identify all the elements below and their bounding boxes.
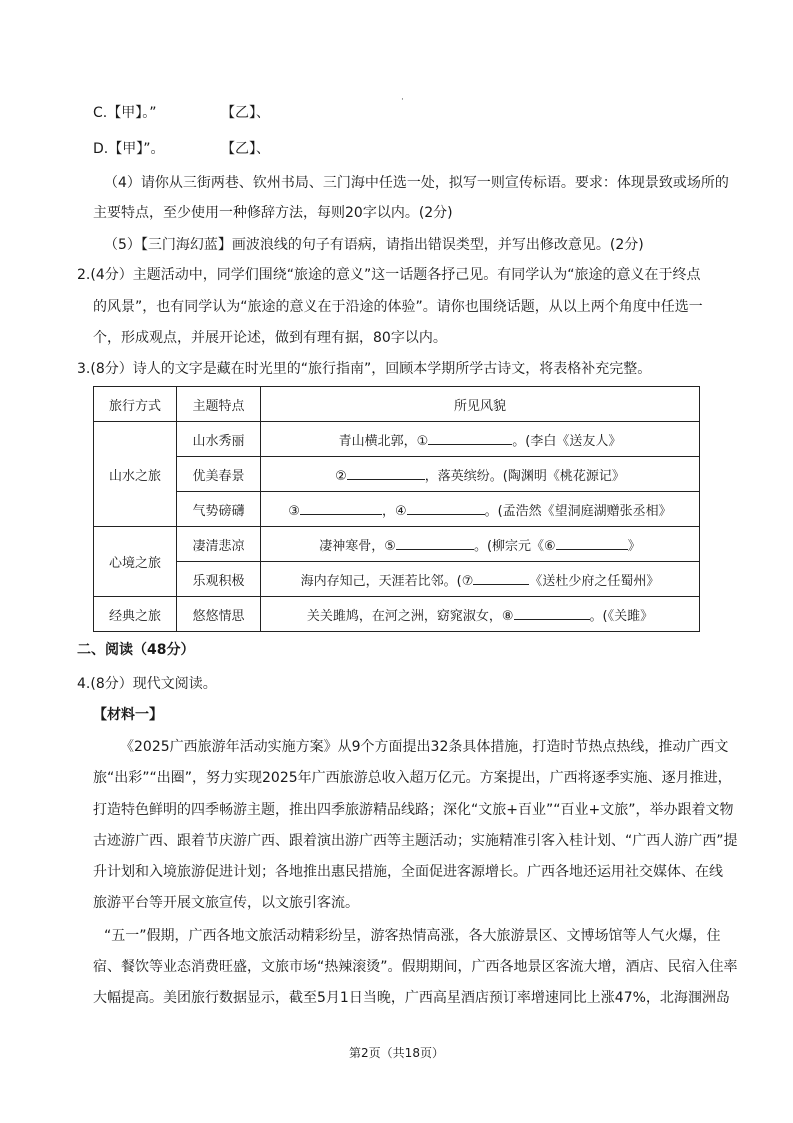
poetry-table xyxy=(93,386,700,632)
travel-type-cell: 经典之旅 xyxy=(94,597,177,632)
verse-text: 》 xyxy=(627,538,641,554)
table-row xyxy=(94,597,700,632)
verse-text: 凄神寒骨，⑤ xyxy=(319,538,396,554)
header-mark: · xyxy=(401,95,404,105)
verse-text: 。(李白《送友人》 xyxy=(512,433,622,449)
q3-line: 3.(8分）诗人的文字是藏在时光里的“旅行指南”，回顾本学期所学古诗文，将表格补充完整。 xyxy=(77,361,652,377)
scenery-cell xyxy=(261,457,700,492)
answer-blank-5[interactable] xyxy=(396,535,474,550)
travel-type-cell: 山水之旅 xyxy=(94,422,177,527)
paragraph-1-line: 旅“出彩”“出圈”，努力实现2025年广西旅游总收入超万亿元。方案提出，广西将逐季实施、逐月推进， xyxy=(93,770,732,786)
table-header-cell: 主题特点 xyxy=(177,387,261,422)
q2-line-1: 2.(4分）主题活动中，同学们围绕“旅途的意义”这一话题各抒己见。有同学认为“旅途的意义在于终点 xyxy=(77,267,701,283)
paragraph-2-line: 宿、餐饮等业态消费旺盛，文旅市场“热辣滚烫”。假期期间，广西各地景区客流大增，酒店、民宿入住率 xyxy=(93,959,738,975)
option-c-first: C.【甲】。” xyxy=(93,105,157,121)
q4-reading-line: 4.(8分）现代文阅读。 xyxy=(77,676,217,692)
page-footer: 第2页（共18页） xyxy=(349,1046,444,1060)
theme-cell: 乐观积极 xyxy=(177,562,261,597)
paragraph-1-line: 《2025广西旅游年活动实施方案》从9个方面提出32条具体措施，打造时节热点热线，推动广西文 xyxy=(120,739,729,755)
paragraph-1-line: 古迹游广西、跟着节庆游广西、跟着演出游广西等主题活动；实施精准引客入桂计划、“广西人游广西”提 xyxy=(93,833,738,849)
answer-blank-4[interactable] xyxy=(407,500,485,515)
verse-text: 。(《关雎》 xyxy=(589,608,654,624)
q4-line-2: 主要特点，至少使用一种修辞方法，每则20字以内。(2分) xyxy=(93,205,453,221)
theme-cell: 凄清悲凉 xyxy=(177,527,261,562)
paragraph-1-line: 旅游平台等开展文旅宣传，以文旅引客流。 xyxy=(93,895,359,911)
scenery-cell xyxy=(261,527,700,562)
scenery-cell xyxy=(261,597,700,632)
answer-blank-8[interactable] xyxy=(514,605,590,620)
verse-text: ③ xyxy=(288,503,300,519)
q5-line: （5）【三门海幻蓝】画波浪线的句子有语病，请指出错误类型，并写出修改意见。(2分) xyxy=(104,237,644,253)
table-row xyxy=(94,527,700,562)
table-row xyxy=(94,562,700,597)
scenery-cell xyxy=(261,492,700,527)
scenery-cell xyxy=(261,562,700,597)
verse-text: 《送杜少府之任蜀州》 xyxy=(529,573,660,589)
answer-blank-2[interactable] xyxy=(347,465,425,480)
answer-blank-3[interactable] xyxy=(300,500,382,515)
answer-blank-7[interactable] xyxy=(473,570,529,585)
theme-cell: 山水秀丽 xyxy=(177,422,261,457)
option-d-first: D.【甲】”。 xyxy=(93,141,165,157)
table-row xyxy=(94,492,700,527)
verse-text: ，落英缤纷。(陶渊明《桃花源记》 xyxy=(424,468,625,484)
verse-text: ，④ xyxy=(381,503,407,519)
scenery-cell xyxy=(261,422,700,457)
verse-text: 。(柳宗元《⑥ xyxy=(473,538,556,554)
theme-cell: 悠悠情思 xyxy=(177,597,261,632)
answer-blank-6[interactable] xyxy=(556,535,628,550)
theme-cell: 气势磅礴 xyxy=(177,492,261,527)
q2-line-3: 个，形成观点，并展开论述，做到有理有据，80字以内。 xyxy=(93,330,447,346)
option-c-second: 【乙】、 xyxy=(221,105,270,121)
table-row xyxy=(94,457,700,492)
option-d xyxy=(93,139,270,159)
answer-blank-1[interactable] xyxy=(428,430,512,445)
q4-line-1: （4）请你从三街两巷、钦州书局、三门海中任选一处，拟写一则宣传标语。要求：体现景致或场所的 xyxy=(104,175,729,191)
verse-text: ② xyxy=(335,468,347,484)
paragraph-1-line: 打造特色鲜明的四季畅游主题，推出四季旅游精品线路；深化“文旅+百业”“百业+文旅”，举办跟着文物 xyxy=(93,802,734,818)
paragraph-2-line: 大幅提高。美团旅行数据显示，截至5月1日当晚，广西高星酒店预订率增速同比上涨47%，北海涠洲岛 xyxy=(93,990,730,1006)
section-heading: 二、阅读（48分） xyxy=(77,642,195,658)
table-row xyxy=(94,422,700,457)
verse-text: 海内存知己，天涯若比邻。(⑦ xyxy=(300,573,474,589)
verse-text: 关关雎鸠，在河之洲，窈窕淑女，⑧ xyxy=(306,608,514,624)
option-d-second: 【乙】、 xyxy=(221,141,270,157)
travel-type-cell: 心境之旅 xyxy=(94,527,177,597)
verse-text: 。(孟浩然《望洞庭湖赠张丞相》 xyxy=(484,503,672,519)
verse-text: 青山横北郭，① xyxy=(338,433,429,449)
paragraph-2-line: “五一”假期，广西各地文旅活动精彩纷呈，游客热情高涨，各大旅游景区、文博场馆等人气火爆，住 xyxy=(104,928,721,944)
table-header-cell: 旅行方式 xyxy=(94,387,177,422)
material-heading: 【材料一】 xyxy=(93,707,163,723)
paragraph-1-line: 升计划和入境旅游促进计划；各地推出惠民措施，全面促进客源增长。广西各地还运用社交媒体、在线 xyxy=(93,864,723,880)
table-header-cell: 所见风貌 xyxy=(261,387,700,422)
theme-cell: 优美春景 xyxy=(177,457,261,492)
option-c xyxy=(93,103,270,123)
table-header-row xyxy=(94,387,700,422)
q2-line-2: 的风景”，也有同学认为“旅途的意义在于沿途的体验”。请你也围绕话题，从以上两个角度中任选一 xyxy=(93,299,703,315)
